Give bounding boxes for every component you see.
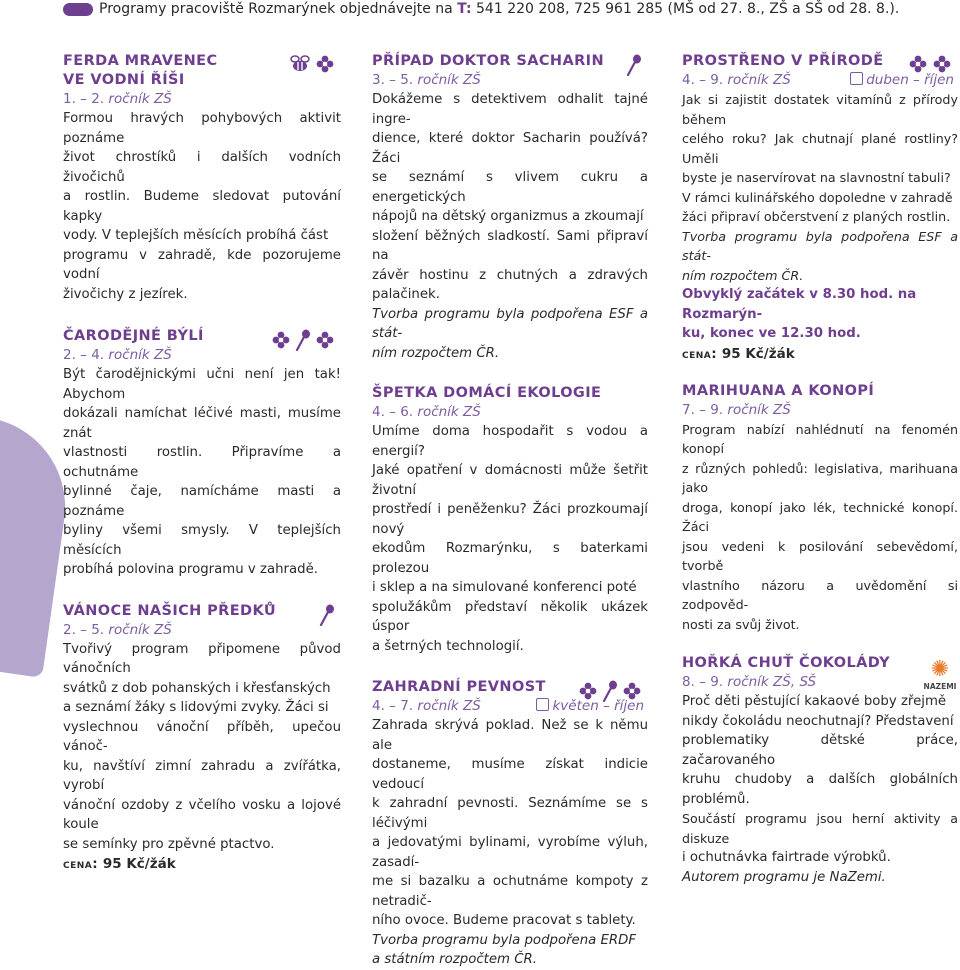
section-body: Tvořivý program připomene původ vánočních svátků z dob pohanských i křesťanských a seznámí žáky s lidovými zvyky. Žáci si vyslechnou vánoční příběh, upečou vánoč- ku, navštíví zimní zahradu a zvířátka, vyrobí vánoční ozdoby z včelího vosku a lojové koule se semínky pro zpěvné ptactvo. <box>63 641 341 852</box>
calendar-icon <box>850 72 863 85</box>
section-body: Být čarodějnickými učni není jen tak! Abychom dokázali namíchat léčivé masti, musíme znát vlastnosti rostlin. Připravíme a ochutnáme bylinné čaje, namícháme masti a poznáme byliny všemi smysly. V teplejších měsících probíhá polovina programu v zahradě. <box>63 367 341 577</box>
section-title: FERDA MRAVENEC <box>63 53 218 69</box>
bee-icon <box>289 55 311 73</box>
section-title: ČARODĚJNÉ BÝLÍ <box>63 328 204 344</box>
grade: 2. – 4. ročník ZŠ <box>63 347 172 363</box>
program-zahradni-pevnost <box>372 678 648 970</box>
section-icons <box>626 54 642 76</box>
section-title: PROSTŘENO V PŘÍRODĚ <box>682 53 884 69</box>
section-icons <box>319 604 335 626</box>
section-body: Zahrada skrývá poklad. Než se k němu ale dostaneme, musíme získat indicie vedoucí k zahradní pevnosti. Seznámíme se s léčivými a jedovatými bylinami, vyrobíme výluh, zasadí- me si bazalku a ochutnáme kompoty z netradič- ního ovoce. Budeme pracovat s tablety. Tvorba programu byla podpořena ERDF a státním rozpočtem ČR. <box>372 716 648 970</box>
support-note: Tvorba programu byla podpořena ESF a stát- <box>372 306 648 341</box>
grade: 4. – 9. ročník ZŠ duben – říjen <box>682 72 954 88</box>
column-3 <box>682 52 958 887</box>
section-body: Dokážeme s detektivem odhalit tajné ingre- dience, které doktor Sacharin používá? Žáci se seznámí s vlivem cukru a energetických nápojů na dětský organizmus a zkoumají složení běžných sladkostí. Sami připraví na závěr hostinu z chutných a zdravých palačinek. Tvorba programu byla podpořena ESF a stát- ním rozpočtem ČR. <box>372 90 648 363</box>
flower-icon <box>271 330 291 350</box>
program-spetka-ekologie <box>372 384 648 656</box>
program-horka-cokolada <box>682 654 958 887</box>
spoon-icon <box>626 54 642 76</box>
program-marihuana <box>682 382 958 635</box>
program-prostreno <box>682 52 958 364</box>
grade: 4. – 6. ročník ZŠ <box>372 404 481 420</box>
grade: 3. – 5. ročník ZŠ <box>372 72 481 88</box>
section-title: ZAHRADNÍ PEVNOST <box>372 679 546 695</box>
header-pill-icon <box>63 3 93 16</box>
sun-icon: ✺ <box>930 657 950 682</box>
grade: 4. – 7. ročník ZŠ květen – říjen <box>372 698 644 714</box>
section-body: Umíme doma hospodařit s vodou a energií? Jaké opatření v domácnosti může šetřit životní prostředí i peněženku? Žáci prozkoumají nový ekodům Rozmarýnku, s baterkami prolezou i sklep a na simulované konferenci poté spolužákům představí několik ukázek úspor a šetrných technologií. <box>372 424 648 654</box>
price: cena: 95 Kč/žák <box>682 345 795 362</box>
section-body: Program nabízí nahlédnutí na fenomén konopí z různých pohledů: legislativa, marihuana jako droga, konopí jako lék, technické konopí. Žáci jsou vedeni k posilování sebevědomí, tvorbě vlastního názoru a uvědomění si zodpověd- nosti za svůj život. <box>682 421 958 632</box>
section-title: ŠPETKA DOMÁCÍ EKOLOGIE <box>372 385 602 401</box>
support-note: ním rozpočtem ČR. <box>682 267 804 283</box>
column-2 <box>372 52 648 970</box>
program-vanoce <box>63 602 341 875</box>
section-title: MARIHUANA A KONOPÍ <box>682 382 875 399</box>
section-title-line2: VE VODNÍ ŘÍŠI <box>63 72 185 88</box>
spoon-icon <box>319 604 335 626</box>
grade: 7. – 9. ročník ZŠ <box>682 401 791 418</box>
section-body: Formou hravých pohybových aktivit poznáme život chrostíků i dalších vodních živočichů a rostlin. Budeme sledovat putování kapky vody. V teplejších měsících probíhá část programu v zahradě, kde pozorujeme vodní živočichy z jezírek. <box>63 111 341 302</box>
flower-icon <box>315 330 335 350</box>
section-title: HOŘKÁ CHUŤ ČOKOLÁDY <box>682 655 891 671</box>
season-date: duben – říjen <box>850 71 954 90</box>
section-body: Jak si zajistit dostatek vitamínů z přírody během celého roku? Jak chutnají plané rostliny? Uměli byste je naservírovat na slavnostní tabuli? V rámci kulinářského dopoledne v zahradě žáci připraví občerstvení z planých rostlin. Tvorba programu byla podpořena ESF a stát- ním rozpočtem ČR. <box>682 90 958 285</box>
season-date: květen – říjen <box>536 697 644 716</box>
flower-icon <box>315 54 335 74</box>
spoon-icon <box>295 329 311 351</box>
tel-numbers: 541 220 208, 725 961 285 (MŠ od 27. 8., ZŠ a SŠ od 28. 8.). <box>476 1 900 17</box>
header-text: Programy pracoviště Rozmarýnek objednávejte na T: 541 220 208, 725 961 285 (MŠ od 27. 8., ZŠ a SŠ od 28. 8.). <box>99 1 900 17</box>
support-note: ním rozpočtem ČR. <box>372 345 500 361</box>
support-note: Tvorba programu byla podpořena ERDF <box>372 932 637 948</box>
program-carodejne-byli <box>63 327 341 580</box>
header-bar <box>63 0 960 26</box>
support-note: Tvorba programu byla podpořena ESF a stát- <box>682 228 958 263</box>
support-note: a státním rozpočtem ČR. <box>372 952 537 967</box>
program-doktor-sacharin <box>372 52 648 363</box>
support-note: Autorem programu je NaZemi. <box>682 869 886 885</box>
section-title: VÁNOCE NAŠICH PŘEDKŮ <box>63 602 277 619</box>
section-body: Proč děti pěstující kakaové boby zřejmě nikdy čokoládu neochutnají? Představení problematiky dětské práce, začarovaného kruhu chudoby a dalších globálních problémů. Součástí programu jsou herní aktivity a diskuze i ochutnávka fairtrade výrobků. Autorem programu je NaZemi. <box>682 692 958 887</box>
nazemi-logo: ✺ NAZEMI <box>923 657 957 691</box>
tel-label: T: <box>457 1 472 17</box>
calendar-icon <box>536 698 549 711</box>
section-icons <box>271 329 335 351</box>
program-ferda <box>63 52 341 304</box>
grade: 2. – 5. ročník ZŠ <box>63 621 172 638</box>
grade: 1. – 2. ročník ZŠ <box>63 91 172 107</box>
column-1 <box>63 52 341 874</box>
price: cena: 95 Kč/žák <box>63 856 176 872</box>
section-icons <box>289 54 335 74</box>
grade: 8. – 9. ročník ZŠ, SŠ <box>682 674 817 690</box>
section-title: PŘÍPAD DOKTOR SACHARIN <box>372 53 604 69</box>
start-time: Obvyklý začátek v 8.30 hod. na Rozmarýn- ku, konec ve 12.30 hod. <box>682 287 917 341</box>
